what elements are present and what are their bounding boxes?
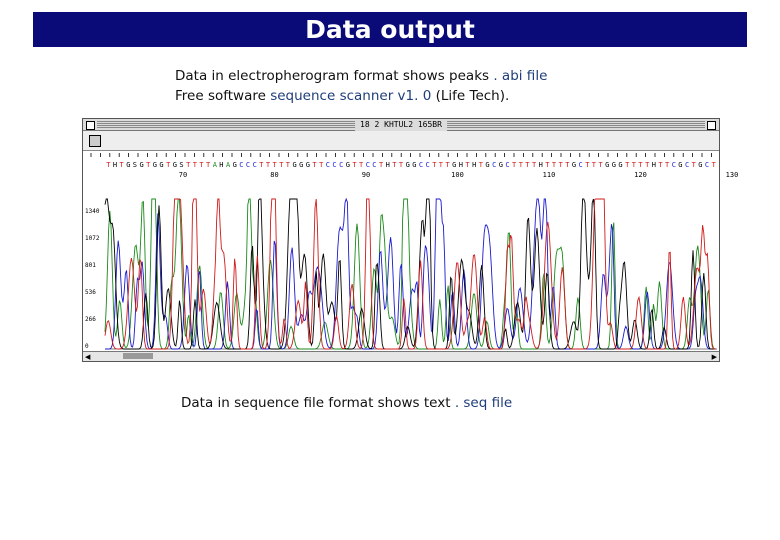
base-call-letter: G xyxy=(139,161,144,169)
base-call-letter: C xyxy=(239,161,244,169)
base-call-letter: T xyxy=(378,161,384,169)
y-axis-label: 1072 xyxy=(85,235,100,242)
base-call-letter: H xyxy=(112,161,118,169)
base-call-letter: T xyxy=(511,161,517,169)
window-title-bar[interactable] xyxy=(83,119,719,131)
toolbar-button[interactable] xyxy=(89,135,101,147)
base-call-letter: S xyxy=(132,161,138,169)
base-call-letter: G xyxy=(698,161,703,169)
y-axis-label: 801 xyxy=(85,262,96,269)
y-axis-label: 1340 xyxy=(85,208,100,215)
base-call-letter: T xyxy=(119,161,124,169)
base-call-letter: T xyxy=(272,161,277,169)
base-call-letter: C xyxy=(245,161,251,169)
position-label: 110 xyxy=(542,171,556,179)
base-call-letter: T xyxy=(358,161,364,169)
slide-title-bar xyxy=(33,12,747,47)
base-call-letter: H xyxy=(651,161,656,169)
y-axis-label: 266 xyxy=(85,316,96,323)
base-call-letter: C xyxy=(372,161,377,169)
base-call-letter: H xyxy=(458,161,464,169)
sequence-scanner-window xyxy=(82,118,739,362)
base-call-letter: T xyxy=(525,161,530,169)
intro-line-1-text: Data in electropherogram format shows peaks xyxy=(175,68,494,84)
software-highlight: sequence scanner v1. 0 xyxy=(270,88,432,104)
base-call-letter: T xyxy=(664,161,670,169)
base-call-letter: H xyxy=(219,161,224,169)
base-call-letter: A xyxy=(212,161,217,169)
base-call-letter: T xyxy=(478,161,483,169)
base-call-letter: T xyxy=(625,161,630,169)
base-call-letter: T xyxy=(319,161,324,169)
base-call-letter: G xyxy=(605,161,610,169)
base-call-letter: C xyxy=(684,161,690,169)
intro-line-2-tail: (Life Tech). xyxy=(431,88,510,104)
base-call-letter: G xyxy=(452,161,457,169)
base-call-letter: H xyxy=(385,161,390,169)
base-call-letter: C xyxy=(505,161,510,169)
seq-file-highlight: . seq file xyxy=(454,395,513,411)
base-call-letter: T xyxy=(199,161,204,169)
base-call-letter: C xyxy=(252,161,257,169)
base-call-letter: G xyxy=(305,161,311,169)
base-call-letter: T xyxy=(392,161,397,169)
y-axis-label: 536 xyxy=(85,289,96,296)
base-call-letter: H xyxy=(538,161,543,169)
base-call-letter: C xyxy=(339,161,344,169)
base-call-letter: T xyxy=(558,161,563,169)
base-call-letter: G xyxy=(292,161,297,169)
base-call-letter: T xyxy=(186,161,191,169)
base-call-letter: C xyxy=(671,161,676,169)
base-call-letter: T xyxy=(638,161,643,169)
base-call-letter: S xyxy=(179,161,184,169)
base-call-letter: T xyxy=(598,161,603,169)
scroll-thumb[interactable] xyxy=(123,353,153,359)
abi-file-highlight: . abi file xyxy=(493,68,548,84)
base-call-letter: G xyxy=(172,161,177,169)
base-call-letter: T xyxy=(465,161,470,169)
intro-line-2-text: Free software xyxy=(175,88,271,104)
base-call-letter: T xyxy=(279,161,284,169)
base-call-letter: T xyxy=(192,161,197,169)
intro-line-2 xyxy=(175,86,547,106)
base-call-letter: C xyxy=(325,161,330,169)
base-call-letter: T xyxy=(551,161,557,169)
base-call-letter: T xyxy=(711,161,716,169)
base-call-letter: C xyxy=(418,161,424,169)
horizontal-scrollbar[interactable] xyxy=(83,351,719,361)
base-call-letter: G xyxy=(571,161,577,169)
window-zoom-box[interactable] xyxy=(707,121,716,130)
base-call-letter: G xyxy=(299,161,304,169)
scroll-right-arrow-icon[interactable]: ▶ xyxy=(711,353,717,361)
base-call-letter: T xyxy=(352,161,357,169)
base-call-letter: T xyxy=(285,161,291,169)
base-call-letter: G xyxy=(345,161,350,169)
position-label: 70 xyxy=(178,171,188,179)
base-call-letter: T xyxy=(146,161,151,169)
base-call-letter: G xyxy=(412,161,417,169)
position-label: 90 xyxy=(361,171,371,179)
position-label: 80 xyxy=(270,171,279,179)
base-call-letter: T xyxy=(691,161,696,169)
base-call-letter: C xyxy=(332,161,337,169)
base-call-letter: T xyxy=(166,161,171,169)
base-call-letter: T xyxy=(645,161,650,169)
base-call-letter: C xyxy=(578,161,583,169)
base-call-letter: T xyxy=(591,161,597,169)
base-call-letter: C xyxy=(492,161,497,169)
base-call-letter: T xyxy=(312,161,317,169)
intro-line-1 xyxy=(175,66,547,86)
base-call-letter: G xyxy=(498,161,503,169)
base-call-letter: G xyxy=(405,161,410,169)
base-call-letter: T xyxy=(545,161,550,169)
base-call-letter: C xyxy=(425,161,430,169)
base-call-letter: G xyxy=(152,161,158,169)
base-call-letter: G xyxy=(232,161,237,169)
base-call-letter: G xyxy=(618,161,623,169)
base-call-letter: C xyxy=(365,161,370,169)
y-axis-label: 0 xyxy=(85,343,89,350)
base-call-letter: T xyxy=(106,161,111,169)
base-call-letter: G xyxy=(678,161,683,169)
slide-title: Data output xyxy=(305,15,475,44)
position-label: 100 xyxy=(451,171,464,179)
base-call-letter: G xyxy=(485,161,490,169)
base-call-letter: T xyxy=(438,161,444,169)
window-title: 18 2 KHTUL2 165BR xyxy=(355,119,447,131)
base-call-letter: A xyxy=(225,161,231,169)
base-call-letter: T xyxy=(585,161,590,169)
intro-text xyxy=(175,66,547,106)
base-call-letter: T xyxy=(205,161,211,169)
base-call-letter: T xyxy=(432,161,437,169)
electropherogram-plot xyxy=(83,151,739,351)
base-call-letter: T xyxy=(259,161,264,169)
base-call-letter: C xyxy=(704,161,710,169)
base-call-letter: T xyxy=(631,161,636,169)
base-call-letter: T xyxy=(658,161,663,169)
base-call-letter: T xyxy=(265,161,271,169)
scroll-left-arrow-icon[interactable]: ◀ xyxy=(85,353,91,361)
base-call-letter: T xyxy=(565,161,570,169)
window-toolbar xyxy=(83,131,719,151)
base-call-letter: G xyxy=(159,161,164,169)
base-call-letter: H xyxy=(472,161,477,169)
base-call-letter: G xyxy=(126,161,131,169)
position-label: 120 xyxy=(634,171,647,179)
base-call-letter: T xyxy=(445,161,450,169)
position-label: 130 xyxy=(725,171,739,179)
base-call-letter: G xyxy=(611,161,617,169)
base-call-letter: T xyxy=(518,161,523,169)
footer-text-plain: Data in sequence file format shows text xyxy=(181,395,455,411)
footer-text xyxy=(181,395,512,411)
base-call-letter: T xyxy=(531,161,537,169)
base-call-letter: T xyxy=(398,161,404,169)
window-close-box[interactable] xyxy=(86,121,95,130)
